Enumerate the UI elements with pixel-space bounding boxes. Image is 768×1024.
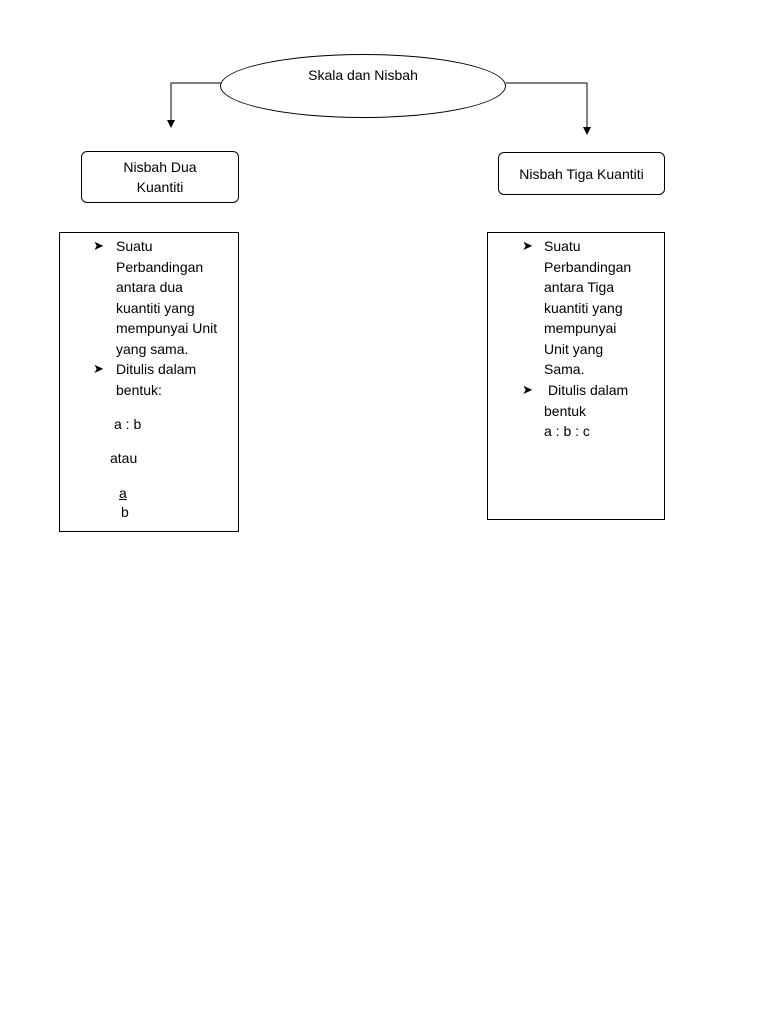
text-line: kuantiti yang — [116, 299, 195, 316]
left-bullet-2-icon: ➤ — [93, 361, 104, 376]
text-line: Perbandingan — [544, 258, 632, 275]
text-line: yang sama. — [116, 340, 189, 357]
text-line: antara dua — [116, 279, 183, 295]
text-line: Perbandingan — [116, 258, 204, 275]
text-line: Suatu — [116, 238, 153, 254]
text-line: Ditulis dalam — [116, 361, 197, 377]
left-point-2 — [116, 359, 196, 400]
arrow-to-right-heading — [506, 83, 587, 131]
text-line: mempunyai Unit — [116, 320, 218, 336]
text-line: Unit yang — [544, 340, 604, 357]
right-bullet-1-icon: ➤ — [522, 238, 533, 253]
text-line: mempunyai — [544, 320, 617, 336]
left-fraction-numerator: a — [119, 485, 127, 501]
root-label: Skala dan Nisbah — [308, 67, 418, 83]
left-heading-line1: Nisbah Dua — [123, 159, 197, 175]
text-line: kuantiti yang — [544, 299, 623, 316]
left-connector-atau: atau — [110, 450, 138, 466]
right-content-box — [487, 232, 665, 520]
root-ellipse — [220, 54, 506, 118]
right-point-2 — [544, 380, 628, 442]
right-point-1 — [544, 236, 631, 380]
arrow-to-left-heading — [171, 83, 221, 124]
left-form-ratio: a : b — [114, 416, 142, 432]
right-heading-label: Nisbah Tiga Kuantiti — [519, 165, 644, 182]
left-point-1 — [116, 236, 217, 359]
right-bullet-2-icon: ➤ — [522, 382, 533, 397]
text-line: a : b : c — [544, 423, 590, 439]
text-line: bentuk: — [116, 381, 162, 398]
left-heading-line2: Kuantiti — [136, 179, 184, 195]
left-content-box — [59, 232, 239, 532]
left-heading-box — [81, 151, 239, 203]
right-heading-box — [498, 152, 665, 195]
text-line: bentuk — [544, 402, 587, 419]
text-line: Ditulis dalam — [548, 382, 629, 398]
text-line: Sama. — [544, 361, 585, 377]
left-fraction-denominator: b — [121, 504, 129, 520]
left-bullet-1-icon: ➤ — [93, 238, 104, 253]
text-line: Suatu — [544, 238, 581, 254]
text-line: antara Tiga — [544, 279, 615, 295]
